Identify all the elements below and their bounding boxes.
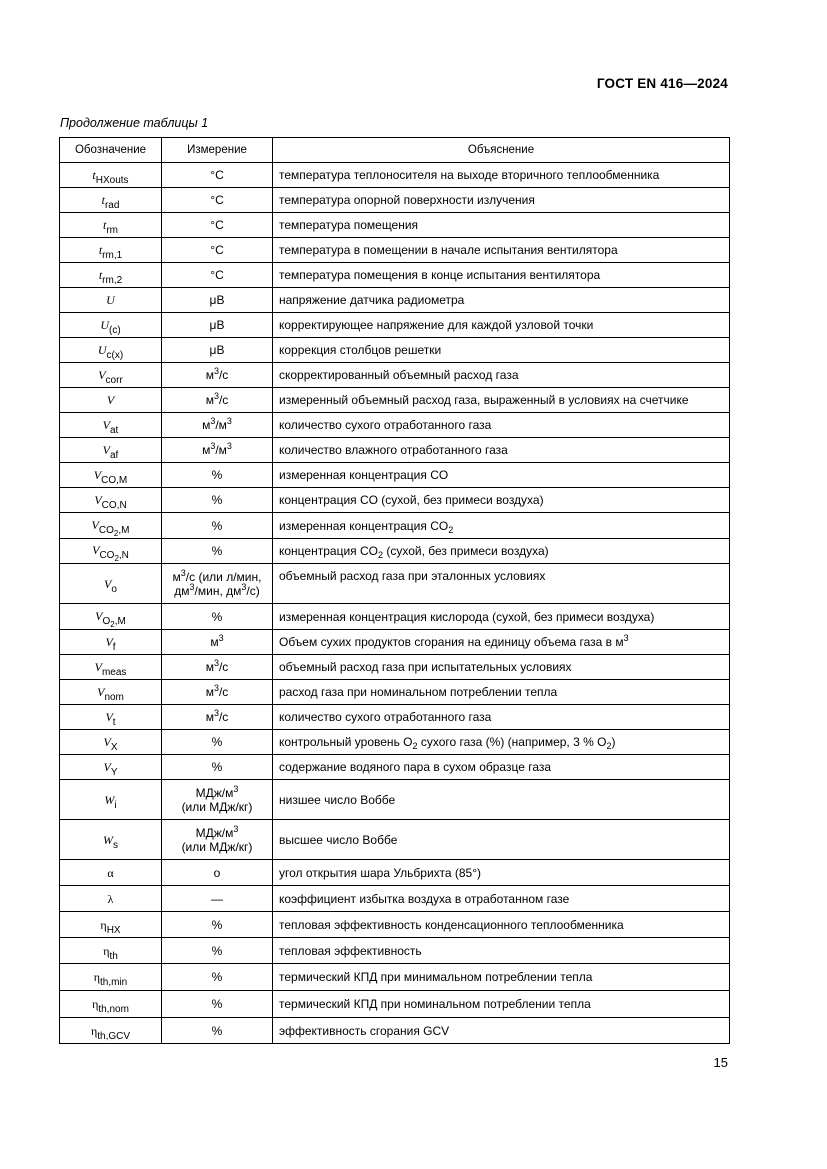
explanation-cell: тепловая эффективность конденсационного теплообменника [273,912,730,938]
table-row [60,388,730,413]
table-header-row [60,138,730,163]
table-row [60,363,730,388]
unit-cell: % [162,488,273,513]
symbol-cell: $t_{rm,1}$ [60,238,162,263]
table-caption: Продолжение таблицы 1 [60,116,209,130]
table-row [60,938,730,964]
symbol-cell: $V_{meas}$ [60,655,162,680]
unit-cell: % [162,1018,273,1044]
explanation-cell: температура теплоносителя на выходе вторичного теплообменника [273,163,730,188]
symbols-table [59,137,730,1044]
explanation-cell: высшее число Воббе [273,820,730,860]
symbol-cell: $V_{af}$ [60,438,162,463]
table-row [60,163,730,188]
symbol-cell: $V_t$ [60,705,162,730]
table-row [60,1018,730,1044]
symbol-cell: $U_{c(x)}$ [60,338,162,363]
unit-cell: °С [162,213,273,238]
explanation-cell: содержание водяного пара в сухом образце газа [273,755,730,780]
symbol-cell: $W_i$ [60,780,162,820]
explanation-cell: тепловая эффективность [273,938,730,964]
symbol-cell: $V_f$ [60,630,162,655]
symbol-cell: $V_{CO,N}$ [60,488,162,513]
unit-cell: μВ [162,288,273,313]
table-row [60,463,730,488]
explanation-cell: концентрация CO (сухой, без примеси воздуха) [273,488,730,513]
symbol-cell: $t_{rm}$ [60,213,162,238]
explanation-cell: угол открытия шара Ульбрихта (85°) [273,860,730,886]
unit-cell: $м^3/с$ [162,363,273,388]
table-row [60,780,730,820]
table-row [60,730,730,755]
unit-cell: $м^3/с$ [162,655,273,680]
table-row [60,604,730,630]
unit-cell: % [162,604,273,630]
unit-cell: % [162,539,273,564]
table-row [60,991,730,1018]
unit-cell: $м^3/м^3$ [162,413,273,438]
symbol-cell: V [60,388,162,413]
symbol-cell: $V_{corr}$ [60,363,162,388]
explanation-cell: измеренный объемный расход газа, выраженный в условиях на счетчике [273,388,730,413]
explanation-cell: термический КПД при минимальном потреблении тепла [273,964,730,991]
document-code: ГОСТ EN 416—2024 [596,76,728,91]
table-row [60,213,730,238]
explanation-cell: температура помещения в конце испытания вентилятора [273,263,730,288]
unit-cell: % [162,755,273,780]
explanation-cell: количество влажного отработанного газа [273,438,730,463]
unit-cell: μВ [162,313,273,338]
explanation-cell: объемный расход газа при испытательных условиях [273,655,730,680]
unit-cell: °С [162,263,273,288]
unit-cell: о [162,860,273,886]
symbol-cell: $W_s$ [60,820,162,860]
page-number: 15 [713,1055,728,1070]
unit-cell: $м^3/с$ [162,680,273,705]
header-symbol: Обозначение [60,138,162,163]
symbol-cell: $V_X$ [60,730,162,755]
symbol-cell: λ [60,886,162,912]
explanation-cell: низшее число Воббе [273,780,730,820]
unit-cell: °С [162,163,273,188]
explanation-cell: расход газа при номинальном потреблении тепла [273,680,730,705]
explanation-cell: напряжение датчика радиометра [273,288,730,313]
symbol-cell: U [60,288,162,313]
table-row [60,188,730,213]
unit-cell: % [162,730,273,755]
symbol-cell: $\eta_{HX}$ [60,912,162,938]
explanation-cell: температура помещения [273,213,730,238]
explanation-cell: коэффициент избытка воздуха в отработанном газе [273,886,730,912]
header-explanation: Объяснение [273,138,730,163]
symbol-cell: $V_o$ [60,564,162,604]
unit-cell: % [162,463,273,488]
symbol-cell: $\eta_{th,GCV}$ [60,1018,162,1044]
explanation-cell: коррекция столбцов решетки [273,338,730,363]
explanation-cell: Объем сухих продуктов сгорания на единицу объема газа в $м^3$ [273,630,730,655]
table-row [60,263,730,288]
symbol-cell: $V_{O_2,M}$ [60,604,162,630]
symbol-cell: $t_{rm,2}$ [60,263,162,288]
explanation-cell: объемный расход газа при эталонных условиях [273,564,730,604]
unit-cell: % [162,991,273,1018]
symbol-cell: $\eta_{th,nom}$ [60,991,162,1018]
symbol-cell: $V_{CO_2,N}$ [60,539,162,564]
explanation-cell: эффективность сгорания GCV [273,1018,730,1044]
unit-cell: $м^3$ [162,630,273,655]
table-row [60,313,730,338]
table-row [60,238,730,263]
explanation-cell: термический КПД при номинальном потреблении тепла [273,991,730,1018]
unit-cell: $м^3/с$ [162,388,273,413]
table-row [60,539,730,564]
symbol-cell: $V_{at}$ [60,413,162,438]
unit-cell: $м^3/с$ [162,705,273,730]
symbol-cell: $\eta_{th,min}$ [60,964,162,991]
unit-cell: % [162,938,273,964]
symbol-cell: α [60,860,162,886]
explanation-cell: концентрация $CO_2$ (сухой, без примеси воздуха) [273,539,730,564]
table-row [60,886,730,912]
table-row [60,680,730,705]
symbol-cell: $U_{(c)}$ [60,313,162,338]
table-row [60,564,730,604]
unit-cell: μВ [162,338,273,363]
unit-cell: $м^3/с$ (или л/мин, $дм^3$/мин, $дм^3/с$) [162,564,273,604]
unit-cell: % [162,912,273,938]
explanation-cell: измеренная концентрация кислорода (сухой, без примеси воздуха) [273,604,730,630]
symbol-cell: $V_{CO,M}$ [60,463,162,488]
table-row [60,820,730,860]
table-row [60,630,730,655]
table-row [60,288,730,313]
symbol-cell: $V_{CO_2,M}$ [60,513,162,539]
unit-cell: МДж/$м^3$ (или МДж/кг) [162,780,273,820]
table-row [60,338,730,363]
unit-cell: °С [162,188,273,213]
table-row [60,513,730,539]
symbol-cell: $t_{rad}$ [60,188,162,213]
explanation-cell: контрольный уровень $O_2$ сухого газа (%) (например, 3 % $O_2$) [273,730,730,755]
symbol-cell: $V_Y$ [60,755,162,780]
explanation-cell: измеренная концентрация CO [273,463,730,488]
explanation-cell: количество сухого отработанного газа [273,413,730,438]
symbol-cell: $t_{HXouts}$ [60,163,162,188]
table-row [60,755,730,780]
symbol-cell: $V_{nom}$ [60,680,162,705]
unit-cell: % [162,513,273,539]
table-row [60,860,730,886]
explanation-cell: корректирующее напряжение для каждой узловой точки [273,313,730,338]
unit-cell: — [162,886,273,912]
table-row [60,912,730,938]
unit-cell: $м^3/м^3$ [162,438,273,463]
explanation-cell: скорректированный объемный расход газа [273,363,730,388]
explanation-cell: количество сухого отработанного газа [273,705,730,730]
symbol-cell: $\eta_{th}$ [60,938,162,964]
table-row [60,413,730,438]
unit-cell: МДж/$м^3$ (или МДж/кг) [162,820,273,860]
unit-cell: % [162,964,273,991]
explanation-cell: температура опорной поверхности излучения [273,188,730,213]
unit-cell: °С [162,238,273,263]
table-row [60,964,730,991]
table-row [60,705,730,730]
table-row [60,438,730,463]
header-unit: Измерение [162,138,273,163]
table-row [60,488,730,513]
explanation-cell: температура в помещении в начале испытания вентилятора [273,238,730,263]
table-row [60,655,730,680]
explanation-cell: измеренная концентрация $CO_2$ [273,513,730,539]
